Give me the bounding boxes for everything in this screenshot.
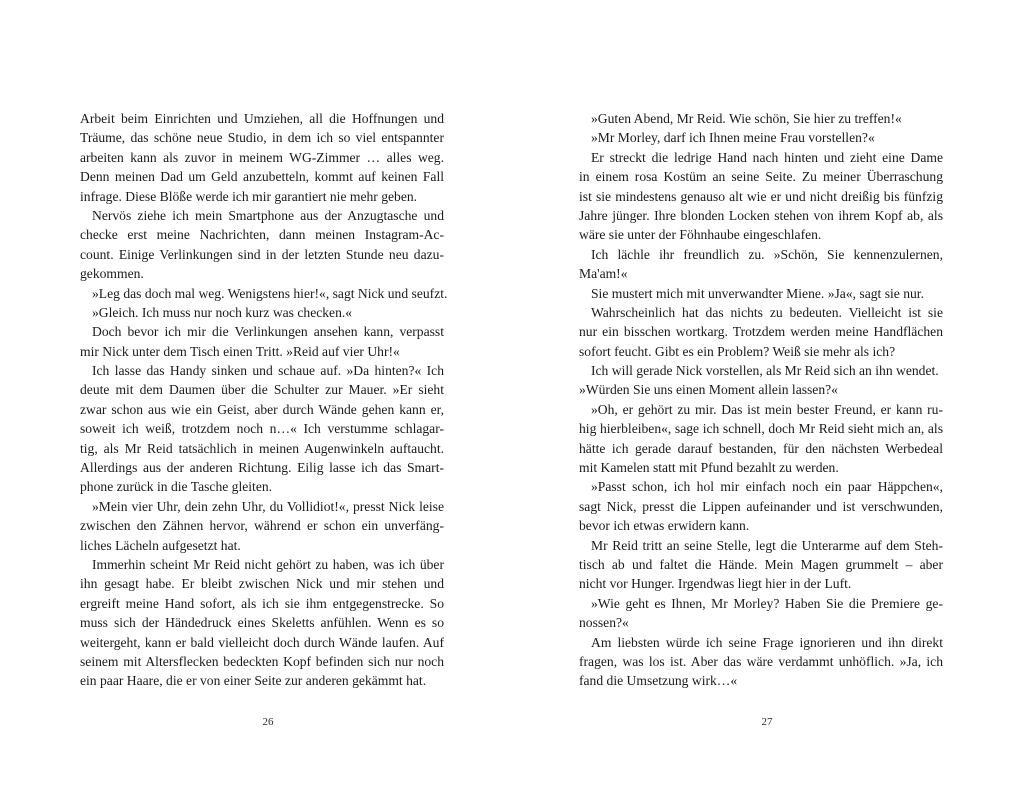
- text-line: Träume, das schöne neue Studio, in dem ich so viel entspannter: [80, 130, 444, 146]
- text-line: ergreift meine Hand sofort, als ich sie ihm entgegenstrecke. So: [80, 595, 444, 611]
- text-line: tisch ab und faltet die Hände. Mein Magen grummelt – aber: [579, 556, 943, 572]
- text-line: count. Einige Verlinkungen sind in der letzten Stunde neu dazu-: [80, 246, 444, 262]
- text-line: zwar schon aus wie ein Geist, aber durch Wände gehen kann er,: [80, 401, 444, 417]
- text-line: muss sich der Händedruck eines Skeletts anfühlen. Wenn es so: [80, 615, 444, 631]
- text-line: »Wie geht es Ihnen, Mr Morley? Haben Sie die Premiere ge-: [591, 595, 943, 611]
- text-line: Ma'am!«: [579, 266, 628, 282]
- text-line: weitergeht, kann er bald vielleicht doch durch Wände laufen. Auf: [80, 634, 444, 650]
- text-line: Doch bevor ich mir die Verlinkungen ansehen kann, verpasst: [92, 324, 444, 340]
- text-line: Ich will gerade Nick vorstellen, als Mr Reid sich an ihn wendet.: [591, 363, 939, 379]
- text-line: ist sie mindestens genauso alt wie er und nicht dreißig bis fünfzig: [579, 188, 943, 204]
- text-line: checke erst meine Nachrichten, dann meinen Instagram-Ac-: [80, 227, 444, 243]
- text-line: fand die Umsetzung wirk…«: [579, 673, 738, 689]
- text-line: Nervös ziehe ich mein Smartphone aus der Anzugtasche und: [92, 207, 444, 223]
- page-number-right: 27: [761, 716, 773, 728]
- right-page: [579, 109, 943, 691]
- text-line: Er streckt die ledrige Hand nach hinten und zieht eine Dame: [591, 149, 943, 165]
- text-line: »Guten Abend, Mr Reid. Wie schön, Sie hier zu treffen!«: [591, 111, 902, 126]
- text-line: »Passt schon, ich hol mir einfach noch ein paar Häppchen«,: [591, 479, 943, 495]
- text-line: »Mein vier Uhr, dein zehn Uhr, du Vollidiot!«, presst Nick leise: [92, 498, 444, 514]
- text-line: tig, als Mr Reid tatsächlich in meinen Augenwinkeln auftaucht.: [80, 440, 444, 456]
- text-line: bevor ich etwas erwidern kann.: [579, 518, 750, 534]
- text-line: gekommen.: [80, 266, 144, 282]
- text-line: wäre sie unter der Föhnhaube eingeschlafen.: [579, 227, 822, 243]
- text-line: »Mr Morley, darf ich Ihnen meine Frau vorstellen?«: [591, 130, 875, 146]
- text-line: fragen, was los ist. Aber das wäre verdammt unhöflich. »Ja, ich: [579, 653, 943, 669]
- text-line: sagt Nick, presst die Lippen aufeinander und ist verschwunden,: [579, 498, 943, 514]
- page-number-left: 26: [262, 716, 274, 728]
- text-line: »Oh, er gehört zu mir. Das ist mein bester Freund, er kann ru-: [591, 401, 943, 417]
- text-line: Wahrscheinlich hat das nichts zu bedeuten. Vielleicht ist sie: [591, 304, 943, 320]
- text-line: hig hierbleiben«, sage ich schnell, doch Mr Reid sieht mich an, als: [579, 421, 943, 437]
- text-line: Sie mustert mich mit unverwandter Miene. »Ja«, sagt sie nur.: [591, 285, 924, 301]
- text-line: mir Nick unter dem Tisch einen Tritt. »Reid auf vier Uhr!«: [80, 343, 400, 359]
- text-line: Denn meinen Dad um Geld anzubetteln, kommt auf keinen Fall: [80, 169, 444, 185]
- text-line: Allerdings aus der anderen Richtung. Eilig lasse ich das Smart-: [80, 460, 444, 476]
- text-line: Jahre jünger. Ihre blonden Locken stehen von ihrem Kopf ab, als: [579, 207, 943, 223]
- text-line: zwischen den Zähnen hervor, während er schon ein unverfäng-: [80, 518, 444, 534]
- text-line: sofort feucht. Gibt es ein Problem? Weiß sie mehr als ich?: [579, 343, 896, 359]
- text-line: »Leg das doch mal weg. Wenigstens hier!«, sagt Nick und seufzt.: [92, 285, 448, 301]
- text-line: Mr Reid tritt an seine Stelle, legt die Unterarme auf dem Steh-: [591, 537, 943, 553]
- text-line: Am liebsten würde ich seine Frage ignorieren und ihn direkt: [591, 634, 943, 650]
- left-page-text: [80, 109, 448, 691]
- text-line: liches Lächeln aufgesetzt hat.: [80, 537, 241, 553]
- text-line: phone zurück in die Tasche gleiten.: [80, 479, 273, 495]
- text-line: Arbeit beim Einrichten und Umziehen, all die Hoffnungen und: [80, 111, 444, 126]
- text-line: nicht vor Hunger. Irgendwas liegt hier in der Luft.: [579, 576, 852, 592]
- text-line: Ich lächle ihr freundlich zu. »Schön, Sie kennenzulernen,: [591, 246, 943, 262]
- text-line: nur ein bisschen wortkarg. Trotzdem werden meine Handflächen: [579, 324, 943, 340]
- text-line: deute mit dem Daumen über die Schulter zur Mauer. »Er sieht: [80, 382, 444, 398]
- text-line: »Gleich. Ich muss nur noch kurz was checken.«: [92, 304, 353, 320]
- text-line: seinem mit Altersflecken bedeckten Kopf befinden sich nur noch: [80, 653, 444, 669]
- text-line: mit Kamelen statt mit Pfund bezahlt zu werden.: [579, 460, 839, 476]
- text-line: Ich lasse das Handy sinken und schaue auf. »Da hinten?« Ich: [92, 363, 444, 379]
- text-line: in einem rosa Kostüm an seine Seite. Zu meiner Überraschung: [579, 169, 943, 185]
- text-line: »Würden Sie uns einen Moment allein lassen?«: [579, 382, 838, 398]
- left-page: [80, 109, 448, 691]
- text-line: Immerhin scheint Mr Reid nicht gehört zu haben, was ich über: [92, 556, 444, 572]
- text-line: soweit ich weiß, trotzdem noch n…« Ich verstumme schlagar-: [80, 421, 444, 437]
- right-page-text: [579, 109, 943, 691]
- text-line: ihn gesagt habe. Er bleibt zwischen Nick und mir stehen und: [80, 576, 444, 592]
- text-line: arbeiten kann als zuvor in meinem WG-Zimmer … alles weg.: [80, 149, 444, 165]
- text-line: ein paar Haare, die er von einer Seite zur anderen gekämmt hat.: [80, 673, 427, 689]
- text-line: infrage. Diese Blöße werde ich mir garantiert nie mehr geben.: [80, 188, 418, 204]
- text-line: hätte ich gerade darauf bestanden, für den nächsten Werbedeal: [579, 440, 943, 456]
- text-line: nossen?«: [579, 615, 629, 631]
